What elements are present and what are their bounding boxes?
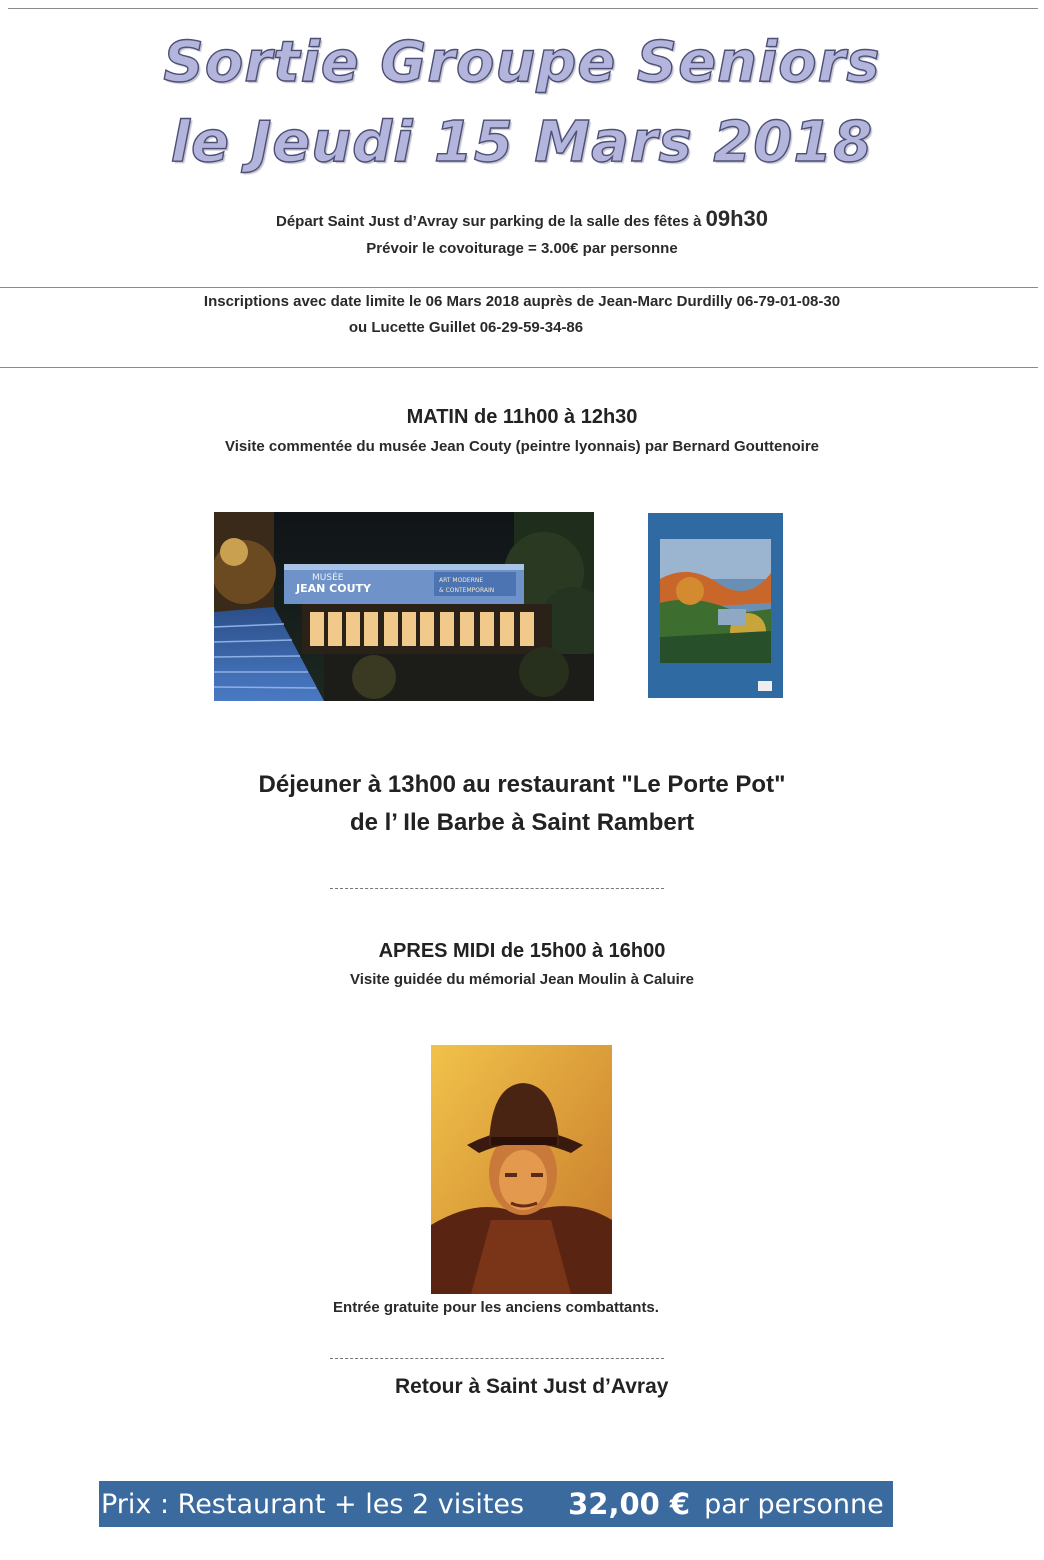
lunch-line-1: Déjeuner à 13h00 au restaurant "Le Porte Pot" — [258, 771, 786, 798]
title-line-2: le Jeudi 15 Mars 2018 — [170, 110, 874, 175]
price-amount: 32,00 € — [568, 1487, 691, 1521]
museum-sign-text: MUSÉE — [312, 573, 344, 583]
title-line-1: Sortie Groupe Seniors — [163, 30, 881, 95]
afternoon-heading: APRES MIDI de 15h00 à 16h00 — [378, 940, 666, 962]
departure-line — [0, 206, 1044, 232]
portrait-photo — [431, 1045, 612, 1294]
morning-heading: MATIN de 11h00 à 12h30 — [406, 406, 638, 428]
registration-line-2: ou Lucette Guillet 06-29-59-34-86 — [348, 319, 584, 336]
portrait-illustration — [431, 1045, 612, 1294]
museum-photo — [214, 512, 594, 701]
svg-text:ART MODERNE: ART MODERNE — [439, 577, 484, 584]
top-rule — [8, 8, 1038, 9]
painting-illustration — [648, 513, 783, 698]
price-unit: par personne — [704, 1488, 884, 1520]
lunch-line-2: de l’ Ile Barbe à Saint Rambert — [349, 809, 695, 836]
divider-2 — [0, 367, 1038, 368]
free-entry-note: Entrée gratuite pour les anciens combattants. — [333, 1299, 659, 1316]
painting-book-cover — [648, 513, 783, 698]
departure-time: 09h30 — [705, 206, 768, 231]
dashed-separator-1 — [330, 888, 664, 889]
divider-1 — [0, 287, 1038, 288]
svg-text:JEAN COUTY: JEAN COUTY — [296, 582, 371, 595]
registration-line-1: Inscriptions avec date limite le 06 Mars 2018 auprès de Jean-Marc Durdilly 06-79-01-08-30 — [203, 293, 841, 310]
museum-illustration — [214, 512, 594, 701]
departure-text: Départ Saint Just d’Avray sur parking de la salle des fêtes à — [275, 213, 702, 230]
dashed-separator-2 — [330, 1358, 664, 1359]
morning-description: Visite commentée du musée Jean Couty (peintre lyonnais) par Bernard Gouttenoire — [224, 438, 820, 455]
return-line: Retour à Saint Just d’Avray — [395, 1375, 669, 1398]
price-label: Prix : Restaurant + les 2 visites — [101, 1488, 525, 1520]
afternoon-description: Visite guidée du mémorial Jean Moulin à Caluire — [350, 971, 694, 988]
carpool-line: Prévoir le covoiturage = 3.00€ par personne — [366, 240, 678, 257]
svg-text:& CONTEMPORAIN: & CONTEMPORAIN — [439, 587, 495, 594]
price-bar — [99, 1481, 893, 1527]
